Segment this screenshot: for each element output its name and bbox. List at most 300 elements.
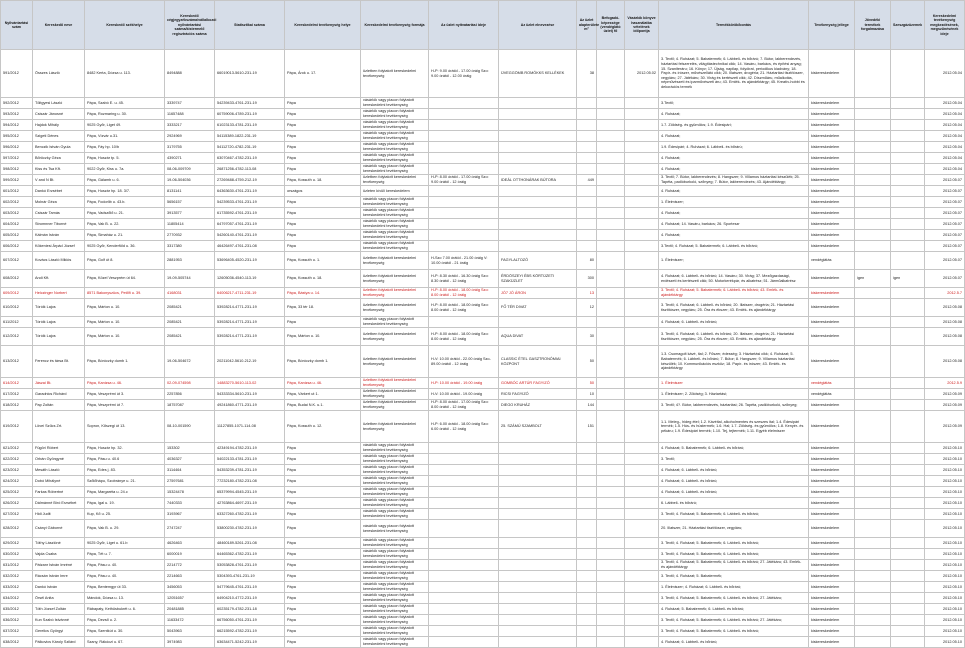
table-cell xyxy=(597,50,625,98)
table-cell xyxy=(597,142,625,153)
table-cell: vásárlók vagy piacon folytatott kereskedelmi tevékenység xyxy=(361,465,429,476)
table-cell xyxy=(625,142,659,153)
table-cell: 2012.05.10 xyxy=(925,637,965,648)
table-cell: Pápa, Vak B. u. 22. xyxy=(85,219,165,230)
table-cell xyxy=(597,593,625,604)
table-cell: 53928214-4771-231-19 xyxy=(215,328,285,346)
table-cell: 3114464 xyxy=(165,465,215,476)
header-row xyxy=(1,1,965,50)
table-cell: Pápa, Tét u. 7. xyxy=(85,549,165,560)
table-cell xyxy=(891,288,925,299)
table-cell xyxy=(577,317,597,328)
table-cell xyxy=(855,378,891,389)
table-cell: 2214772 xyxy=(165,560,215,571)
table-cell xyxy=(891,328,925,346)
table-cell xyxy=(499,626,577,637)
table-cell xyxy=(499,443,577,454)
table-cell xyxy=(891,219,925,230)
table-cell: Pápa xyxy=(285,498,361,509)
table-cell xyxy=(891,582,925,593)
table-cell: 2214663 xyxy=(165,571,215,582)
table-cell: vásárlók vagy piacon folytatott kereskedelmi tevékenység xyxy=(361,164,429,175)
table-cell xyxy=(855,637,891,648)
table-cell: vásárlók vagy piacon folytatott kereskedelmi tevékenység xyxy=(361,487,429,498)
table-cell: 617/2012 xyxy=(1,389,33,400)
column-header: Az üzlet nyitvatartási ideje xyxy=(429,1,499,50)
table-cell: 53928214-4771-231-19 xyxy=(215,317,285,328)
table-cell: 64363630-4761-231-19 xyxy=(215,186,285,197)
table-cell xyxy=(855,98,891,109)
table-cell: 597/2012 xyxy=(1,153,33,164)
table-cell: 48460189-5261-231-08 xyxy=(215,538,285,549)
table-cell: 2012.05.02 xyxy=(625,50,659,98)
table-cell: 2012.05.08 xyxy=(925,328,965,346)
table-cell: 629/2012 xyxy=(1,538,33,549)
table-cell: üzletben folytatott kereskedelmi tevékenység xyxy=(361,411,429,443)
table-cell xyxy=(577,520,597,538)
table-cell: 9022 Győr, Kiss u. 7a. xyxy=(85,164,165,175)
table-cell: Hajdok Mihály xyxy=(33,120,85,131)
table-cell: 4. Ruházat; xyxy=(659,131,809,142)
table-cell: 3. Textil; 4. Ruházat; 5. Babatermék; xyxy=(659,571,809,582)
table-cell: Pápa xyxy=(285,164,361,175)
table-cell: kiskereskedelem xyxy=(809,219,855,230)
table-row xyxy=(1,252,965,270)
table-cell xyxy=(625,164,659,175)
table-cell xyxy=(891,604,925,615)
table-cell: vásárlók vagy piacon folytatott kereskedelmi tevékenység xyxy=(361,208,429,219)
column-header: Kereskedő székhelye xyxy=(85,1,165,50)
table-row xyxy=(1,219,965,230)
table-cell xyxy=(855,389,891,400)
table-cell xyxy=(855,560,891,571)
table-cell xyxy=(891,317,925,328)
table-cell: 49241860-4771-231-19 xyxy=(215,400,285,411)
table-cell xyxy=(625,498,659,509)
table-cell xyxy=(597,328,625,346)
table-cell: Orbán Gyöngyné xyxy=(33,454,85,465)
table-cell: Tóthy Lászlóné xyxy=(33,538,85,549)
table-cell xyxy=(429,153,499,164)
table-cell xyxy=(625,98,659,109)
table-cell: Pápa, Árok u. 17. xyxy=(285,50,361,98)
table-cell: 3339747 xyxy=(165,98,215,109)
table-cell: országos xyxy=(285,186,361,197)
table-cell: 4. Ruházat; 6. Lábbeli- és bőrárú; xyxy=(659,317,809,328)
column-header: Kereskedő neve xyxy=(33,1,85,50)
table-cell: vásárlók vagy piacon folytatott kereskedelmi tevékenység xyxy=(361,109,429,120)
table-cell: 610/2012 xyxy=(1,299,33,317)
table-cell: H-P: 8.00 órától - 18.00 óráig Szo: 8.00 órától - 12 óráig xyxy=(429,299,499,317)
table-row xyxy=(1,626,965,637)
table-cell xyxy=(597,270,625,288)
table-cell xyxy=(577,454,597,465)
table-cell: kiskereskedelem xyxy=(809,230,855,241)
table-row xyxy=(1,109,965,120)
table-cell xyxy=(891,626,925,637)
table-cell: vásárlók vagy piacon folytatott kereskedelmi tevékenység xyxy=(361,153,429,164)
table-cell: 2012.05.04 xyxy=(925,142,965,153)
table-cell: vásárlók vagy piacon folytatott kereskedelmi tevékenység xyxy=(361,593,429,604)
table-cell: Pápa, Kossuth u. 1. xyxy=(285,252,361,270)
table-cell xyxy=(625,520,659,538)
table-cell: Pápa, Kossuth u. 18. xyxy=(285,175,361,186)
table-cell xyxy=(597,346,625,378)
table-cell: Pápa, Dezső u. 2. xyxy=(85,615,165,626)
table-cell: 3913577 xyxy=(165,208,215,219)
table-cell: Pápa xyxy=(285,131,361,142)
table-cell xyxy=(499,197,577,208)
table-cell: 592/2012 xyxy=(1,98,33,109)
table-cell: kiskereskedelem xyxy=(809,299,855,317)
table-cell: Kökeniesi Árpád József xyxy=(33,241,85,252)
table-cell: 622/2012 xyxy=(1,454,33,465)
table-cell: kiskereskedelem xyxy=(809,549,855,560)
table-cell: 3.Textil; xyxy=(659,98,809,109)
table-cell: 2012.05.10 xyxy=(925,443,965,454)
table-cell: Pápa, Huszár hp. 32. xyxy=(85,443,165,454)
table-cell xyxy=(597,164,625,175)
table-cell xyxy=(597,317,625,328)
table-cell: Pápa, Márton u. 10. xyxy=(85,317,165,328)
table-cell xyxy=(625,400,659,411)
table-cell: 3. Textil; 7. Bútor, lakberendezés; 8. Hangszer; 9. Villamos háztartási készülék; 25. Tapéta, padlóburkoló, szőnyeg; 7. Bútor, lakberendezés; 43. Ajándéktárgy; xyxy=(659,175,809,186)
table-cell xyxy=(625,626,659,637)
table-cell: üzletben folytatott kereskedelmi tevékenység xyxy=(361,175,429,186)
table-cell: 8571 Bakonyszücs, Petőfi u. 39. xyxy=(85,288,165,299)
table-cell: 4. Ruházat; 14. Vasáru, barkács; 26. Sporteszr xyxy=(659,219,809,230)
table-cell: vásárlók vagy piacon folytatott kereskedelmi tevékenység xyxy=(361,538,429,549)
table-cell: 625/2012 xyxy=(1,487,33,498)
table-cell xyxy=(429,142,499,153)
table-cell: vendéglátás xyxy=(809,389,855,400)
table-cell: Pápa, Simaház u. 21. xyxy=(85,230,165,241)
table-cell: vásárlók vagy piacon folytatott kereskedelmi tevékenység xyxy=(361,317,429,328)
table-cell: Vajda Csaba xyxy=(33,549,85,560)
table-cell: 54112720-4782-231-19 xyxy=(215,142,285,153)
table-cell xyxy=(597,197,625,208)
table-cell: 2012.05.04 xyxy=(925,153,965,164)
table-cell: 2085421 xyxy=(165,328,215,346)
table-cell: 27269488-4759-212-19 xyxy=(215,175,285,186)
table-cell: 2012.05.07 xyxy=(925,270,965,288)
table-cell xyxy=(577,186,597,197)
table-cell xyxy=(429,109,499,120)
table-cell: vásárlók vagy piacon folytatott kereskedelmi tevékenység xyxy=(361,498,429,509)
table-cell: üzleten kívüli kereskedelem xyxy=(361,186,429,197)
table-cell: 54239533-4761-231-19 xyxy=(215,197,285,208)
table-cell xyxy=(499,615,577,626)
table-cell: 54239433-4761-231-19 xyxy=(215,98,285,109)
table-cell: Szigeti Dénes xyxy=(33,131,85,142)
table-cell: 27597681 xyxy=(165,476,215,487)
table-cell: 10 xyxy=(577,389,597,400)
table-cell: 2012.05.09 xyxy=(925,400,965,411)
table-cell: 2012.05.04 xyxy=(925,98,965,109)
table-cell xyxy=(597,153,625,164)
table-cell: Pápa, Várkert ut 1. xyxy=(285,389,361,400)
table-cell: vásárlók vagy piacon folytatott kereskedelmi tevékenység xyxy=(361,241,429,252)
table-cell xyxy=(855,454,891,465)
table-cell: 42349194-4782-231-19 xyxy=(215,443,285,454)
table-cell: 3. Textil; 4. Ruházat; 6. Lábbeli- és bőrárú; 20. Illatszer, drogéria; 21. Háztartási tisztítószer, vegyiáru; 25. Óra és ékszer; 43. Emlék- és ajándéktárgy xyxy=(659,328,809,346)
table-cell: 636/2012 xyxy=(1,615,33,626)
table-cell: kiskereskedelem xyxy=(809,465,855,476)
table-cell: 2012.05.04 xyxy=(925,109,965,120)
table-cell xyxy=(891,153,925,164)
table-cell: üzletben folytatott kereskedelmi tevékenység xyxy=(361,270,429,288)
table-cell xyxy=(891,389,925,400)
table-cell xyxy=(855,509,891,520)
table-cell: 9025 Győr, Kenderföld u. 36. xyxy=(85,241,165,252)
table-cell xyxy=(429,164,499,175)
table-row xyxy=(1,175,965,186)
table-cell: 2012.05.07 xyxy=(925,197,965,208)
table-cell xyxy=(597,411,625,443)
table-cell: kiskereskedelem xyxy=(809,328,855,346)
table-cell: 2012.5.7 xyxy=(925,288,965,299)
table-cell: 4626463 xyxy=(165,538,215,549)
table-cell: 54115389-1822-231-19 xyxy=(215,131,285,142)
table-cell xyxy=(499,230,577,241)
table-cell: 66215592-4782-231-19 xyxy=(215,626,285,637)
table-cell: H-P: 8.30 órától - 16.30 óráig Szo: 8.30 órától - 12 óráig xyxy=(429,270,499,288)
table-cell: kiskereskedelem xyxy=(809,637,855,648)
table-cell xyxy=(625,582,659,593)
table-cell: kiskereskedelem xyxy=(809,626,855,637)
table-cell: kiskereskedelem xyxy=(809,142,855,153)
table-cell xyxy=(891,131,925,142)
table-cell: Kálmán István xyxy=(33,230,85,241)
table-cell xyxy=(855,476,891,487)
table-cell xyxy=(597,175,625,186)
table-cell: kiskereskedelem xyxy=(809,241,855,252)
table-cell: 2924969 xyxy=(165,131,215,142)
table-cell: 3456053 xyxy=(165,582,215,593)
table-cell: 60759006-4789-231-19 xyxy=(215,109,285,120)
table-cell xyxy=(577,604,597,615)
table-cell: 2012.05.07 xyxy=(925,186,965,197)
table-cell xyxy=(499,208,577,219)
table-cell: 2012.05.04 xyxy=(925,50,965,98)
table-cell: Csiszár Jánosné xyxy=(33,109,85,120)
table-cell: FAGYLALTOZÓ xyxy=(499,252,577,270)
table-cell: 632/2012 xyxy=(1,571,33,582)
table-cell: 4. Ruházat; xyxy=(659,153,809,164)
table-cell xyxy=(891,120,925,131)
table-cell: 2012.5.9 xyxy=(925,378,965,389)
table-cell xyxy=(625,270,659,288)
table-cell xyxy=(597,571,625,582)
table-cell: 4. Ruházat; 6. Lábbeli- és bőrárú; xyxy=(659,465,809,476)
table-cell: 2012.05.10 xyxy=(925,571,965,582)
table-cell: 2257856 xyxy=(165,389,215,400)
table-cell xyxy=(625,299,659,317)
table-cell xyxy=(855,219,891,230)
table-cell xyxy=(499,498,577,509)
table-cell: Pápa, Bóróczky dumb 1. xyxy=(85,346,165,378)
table-cell: 20211042-5610-212-19 xyxy=(215,346,285,378)
table-cell xyxy=(597,131,625,142)
table-cell: 8131141 xyxy=(165,186,215,197)
table-cell: 2085421 xyxy=(165,299,215,317)
table-row xyxy=(1,299,965,317)
table-cell xyxy=(499,164,577,175)
table-row xyxy=(1,98,965,109)
table-cell: Pápa, Rozmaring u. 30. xyxy=(85,109,165,120)
table-cell: 3. Textil; xyxy=(659,454,809,465)
table-cell xyxy=(625,443,659,454)
table-cell: H-V: 10.00 órától - 19.00 óráig xyxy=(429,389,499,400)
table-cell: Dankó István xyxy=(33,582,85,593)
table-row xyxy=(1,604,965,615)
table-cell xyxy=(499,241,577,252)
table-cell: 3. Textil; 4. Ruházat; 5. Babatermék; 6. Lábbeli- és bőrárú; 43. Emlék- és ajándéktárgy xyxy=(659,288,809,299)
table-cell: 26871256-4782-113-08 xyxy=(215,164,285,175)
table-cell: kiskereskedelem xyxy=(809,197,855,208)
table-cell: 54022133-4781-231-19 xyxy=(215,454,285,465)
table-cell: Pápa xyxy=(285,487,361,498)
table-cell: 3. Textil; 4. Ruházat; 5. Babatermék; 6. Lábbeli- és bőrárú; 7. Bútor, lakberendezés, háztartási felszerelés, világítástechnikai cikk; 14. Vasáru, barkács, és építési anyag; 15. Szaniteráru; 16. Könyv; 17. Újság, napilap, folyóirat, periodikus kiadvány; 18. Papír- és írószer, művészellátó cikk; 20. Illatszer, drogéria; 21. Háztartási tisztítószer, vegyiáru; 27. Játékáru; 30. Virág és kertészeti cikk; 42. Díszműáru, műalkotás, népművészeti és iparművészeti áru; 43. Emlék- és ajándéktárgy; 45. Kreatív-hobbi és dekorációs termék xyxy=(659,50,809,98)
table-cell xyxy=(429,538,499,549)
table-cell xyxy=(855,50,891,98)
table-cell xyxy=(855,241,891,252)
table-cell xyxy=(597,582,625,593)
table-cell xyxy=(891,509,925,520)
table-cell xyxy=(891,538,925,549)
table-cell xyxy=(577,465,597,476)
table-cell xyxy=(499,120,577,131)
table-cell xyxy=(891,142,925,153)
table-cell: Pápa, Kanizsa u. 46. xyxy=(285,378,361,389)
table-cell: Örsél Anita xyxy=(33,593,85,604)
table-cell xyxy=(855,230,891,241)
table-cell xyxy=(597,509,625,520)
table-cell: 605/2012 xyxy=(1,230,33,241)
table-cell: Pápa xyxy=(285,593,361,604)
table-cell xyxy=(577,142,597,153)
table-cell: 54260140-4761-231-19 xyxy=(215,230,285,241)
table-cell xyxy=(855,604,891,615)
table-cell xyxy=(891,549,925,560)
table-cell: Pápa xyxy=(285,98,361,109)
table-cell: vásárlók vagy piacon folytatott kereskedelmi tevékenység xyxy=(361,443,429,454)
table-cell: H-V: 10.00 órától - 22.00 óráig Szo-89.00 órától - 12 óráig xyxy=(429,346,499,378)
table-cell: 11805414 xyxy=(165,219,215,230)
table-cell xyxy=(891,98,925,109)
table-cell: kiskereskedelem xyxy=(809,109,855,120)
table-cell: 2770932 xyxy=(165,230,215,241)
table-cell xyxy=(597,560,625,571)
table-cell xyxy=(429,230,499,241)
table-cell: ÜVEGGÖMB ROMÓKKS KELLÉKEK xyxy=(499,50,577,98)
table-cell: Kup, Kő u. 25. xyxy=(85,509,165,520)
table-cell xyxy=(499,582,577,593)
table-row xyxy=(1,509,965,520)
table-cell xyxy=(891,164,925,175)
table-row xyxy=(1,637,965,648)
table-cell xyxy=(577,615,597,626)
table-cell xyxy=(625,241,659,252)
table-cell: Pápa, Márton u. 10. xyxy=(85,299,165,317)
table-cell: kiskereskedelem xyxy=(809,131,855,142)
table-cell xyxy=(891,50,925,98)
table-cell xyxy=(597,443,625,454)
table-cell: 449 xyxy=(577,175,597,186)
table-cell: Pápa xyxy=(285,109,361,120)
table-cell xyxy=(499,465,577,476)
table-cell xyxy=(855,615,891,626)
table-row xyxy=(1,288,965,299)
table-cell xyxy=(499,549,577,560)
table-cell: vásárlók vagy piacon folytatott kereskedelmi tevékenység xyxy=(361,197,429,208)
table-row xyxy=(1,571,965,582)
table-row xyxy=(1,538,965,549)
table-cell: 604/2012 xyxy=(1,219,33,230)
table-cell xyxy=(499,219,577,230)
table-cell xyxy=(625,208,659,219)
table-cell: 153302 xyxy=(165,443,215,454)
table-cell: 3. Textil; 4. Ruházat; 5. Babatermék; 6. Lábbeli- és bőrárú; 27. Játékáru; xyxy=(659,593,809,604)
table-cell: 5043963 xyxy=(165,626,215,637)
table-cell xyxy=(625,571,659,582)
table-cell: 4. Ruházat; xyxy=(659,164,809,175)
table-cell: Pápa, Bóróczky domb 1. xyxy=(285,346,361,378)
table-cell: vásárlók vagy piacon folytatott kereskedelmi tevékenység xyxy=(361,615,429,626)
table-cell: 4. Ruházat; xyxy=(659,109,809,120)
table-cell: vásárlók vagy piacon folytatott kereskedelmi tevékenység xyxy=(361,520,429,538)
table-cell: 2012.05.08 xyxy=(925,317,965,328)
table-cell: üzletben folytatott kereskedelmi tevékenység xyxy=(361,252,429,270)
table-cell: 54333334-5610-231-19 xyxy=(215,389,285,400)
table-cell: 151 xyxy=(577,411,597,443)
table-cell xyxy=(625,549,659,560)
table-cell: 30 xyxy=(577,328,597,346)
table-cell: Tóróik Lajos xyxy=(33,299,85,317)
table-cell xyxy=(577,509,597,520)
table-cell xyxy=(855,164,891,175)
table-cell: Mándok, Dózsa u. 13. xyxy=(85,593,165,604)
table-cell: Kiss és Tsa Kft. xyxy=(33,164,85,175)
table-cell: igen xyxy=(891,270,925,288)
table-header xyxy=(1,1,965,50)
table-cell: 591/2012 xyxy=(1,50,33,98)
table-row xyxy=(1,454,965,465)
column-header: Befogadó-képessége (vendéglátó üzlet) fő xyxy=(597,1,625,50)
table-cell xyxy=(429,317,499,328)
table-cell xyxy=(855,186,891,197)
table-cell: Pápa xyxy=(285,509,361,520)
table-row xyxy=(1,164,965,175)
table-cell: 2012.05.10 xyxy=(925,615,965,626)
table-cell: 6. Lábbeli- és bőrárú; xyxy=(659,498,809,509)
table-row xyxy=(1,520,965,538)
table-cell xyxy=(429,637,499,648)
table-cell xyxy=(597,208,625,219)
table-cell: 2012.05.07 xyxy=(925,175,965,186)
table-cell: 602/2012 xyxy=(1,197,33,208)
table-cell xyxy=(855,299,891,317)
table-cell: 9025 Győr, Liget u. 61.b xyxy=(85,538,165,549)
table-cell: 3. Textil; 4. Ruházat; 5. Babatermék; 6. Lábbeli- és bőrárú; 27. Játékáru; xyxy=(659,615,809,626)
table-cell: üzletben folytatott kereskedelmi tevékenység xyxy=(361,346,429,378)
table-cell xyxy=(597,299,625,317)
table-cell xyxy=(625,175,659,186)
table-cell: kiskereskedelem xyxy=(809,487,855,498)
table-cell xyxy=(891,197,925,208)
table-cell xyxy=(625,637,659,648)
table-cell: 63070467-4782-231-19 xyxy=(215,153,285,164)
